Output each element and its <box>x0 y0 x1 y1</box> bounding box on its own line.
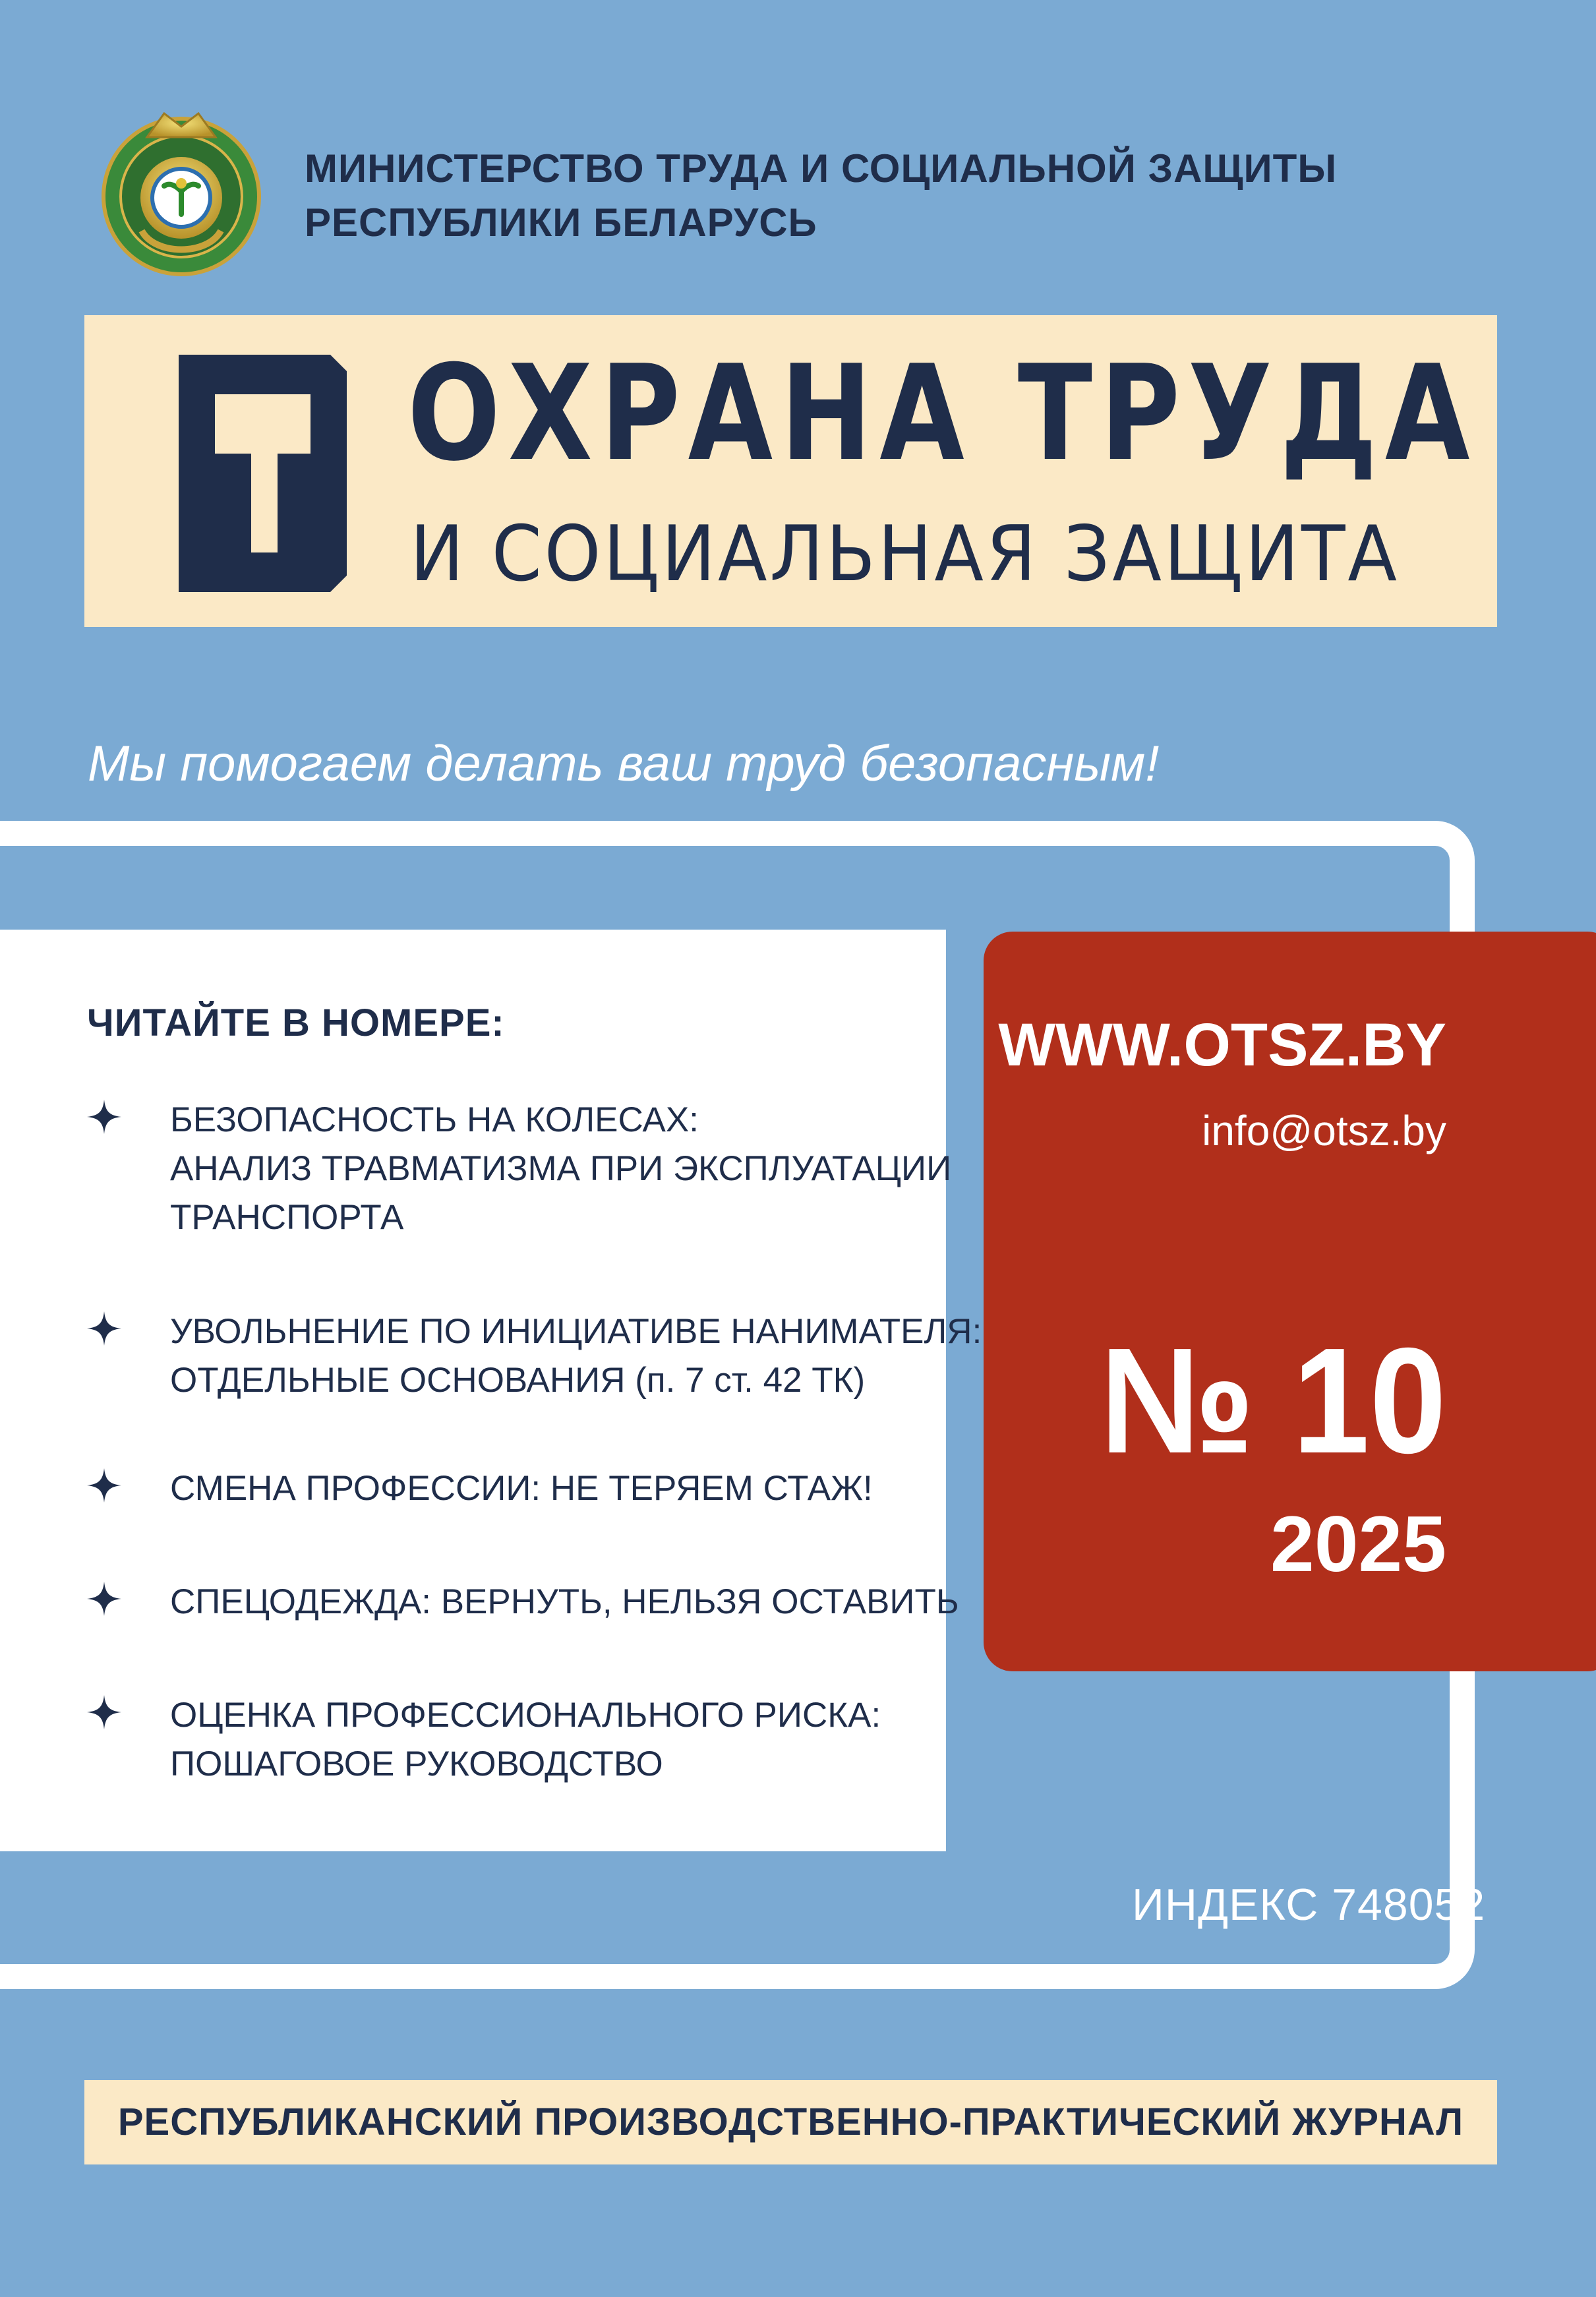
star-icon <box>87 1695 121 1729</box>
email-link[interactable]: info@otsz.by <box>1202 1107 1446 1154</box>
contents-item-line: СПЕЦОДЕЖДА: ВЕРНУТЬ, НЕЛЬЗЯ ОСТАВИТЬ <box>170 1582 959 1621</box>
contents-item-line: СМЕНА ПРОФЕССИИ: НЕ ТЕРЯЕМ СТАЖ! <box>170 1469 873 1508</box>
journal-type: РЕСПУБЛИКАНСКИЙ ПРОИЗВОДСТВЕННО-ПРАКТИЧЕСКИЙ ЖУРНАЛ <box>117 2101 1464 2143</box>
contents-item-line: ПОШАГОВОЕ РУКОВОДСТВО <box>170 1745 663 1783</box>
slogan: Мы помогаем делать ваш труд безопасным! <box>88 736 1160 792</box>
contents-item-line: ОТДЕЛЬНЫЕ ОСНОВАНИЯ (п. 7 ст. 42 ТК) <box>170 1361 866 1400</box>
star-icon <box>87 1311 121 1346</box>
issue-box <box>984 932 1596 1671</box>
contents-item-line: АНАЛИЗ ТРАВМАТИЗМА ПРИ ЭКСПЛУАТАЦИИ <box>170 1149 952 1188</box>
contents-item-line: УВОЛЬНЕНИЕ ПО ИНИЦИАТИВЕ НАНИМАТЕЛЯ: <box>170 1312 982 1351</box>
issue-number: № 10 <box>1100 1317 1446 1485</box>
contents-item-line: ТРАНСПОРТА <box>170 1198 404 1237</box>
subscription-index: ИНДЕКС 748052 <box>1132 1880 1486 1930</box>
contents-heading: ЧИТАЙТЕ В НОМЕРЕ: <box>87 1001 505 1044</box>
contents-panel <box>0 930 982 1851</box>
issue-year: 2025 <box>1270 1500 1446 1588</box>
contents-item-line: БЕЗОПАСНОСТЬ НА КОЛЕСАХ: <box>170 1100 699 1139</box>
magazine-subtitle: И СОЦИАЛЬНАЯ ЗАЩИТА <box>410 510 1400 599</box>
star-icon <box>87 1468 121 1503</box>
ministry-emblem-icon <box>96 99 267 277</box>
footer-strip <box>84 2080 1497 2164</box>
title-banner <box>84 315 1497 627</box>
ministry-line-2: РЕСПУБЛИКИ БЕЛАРУСЬ <box>305 200 817 245</box>
magazine-title: ОХРАНА ТРУДА <box>407 337 1478 491</box>
star-icon <box>87 1582 121 1616</box>
t-logo-icon <box>179 355 347 592</box>
contents-item-line: ОЦЕНКА ПРОФЕССИОНАЛЬНОГО РИСКА: <box>170 1696 881 1735</box>
ministry-line-1: МИНИСТЕРСТВО ТРУДА И СОЦИАЛЬНОЙ ЗАЩИТЫ <box>305 146 1338 191</box>
star-icon <box>87 1100 121 1134</box>
ministry-name <box>305 142 1337 250</box>
website-link[interactable]: WWW.OTSZ.BY <box>998 1011 1446 1079</box>
